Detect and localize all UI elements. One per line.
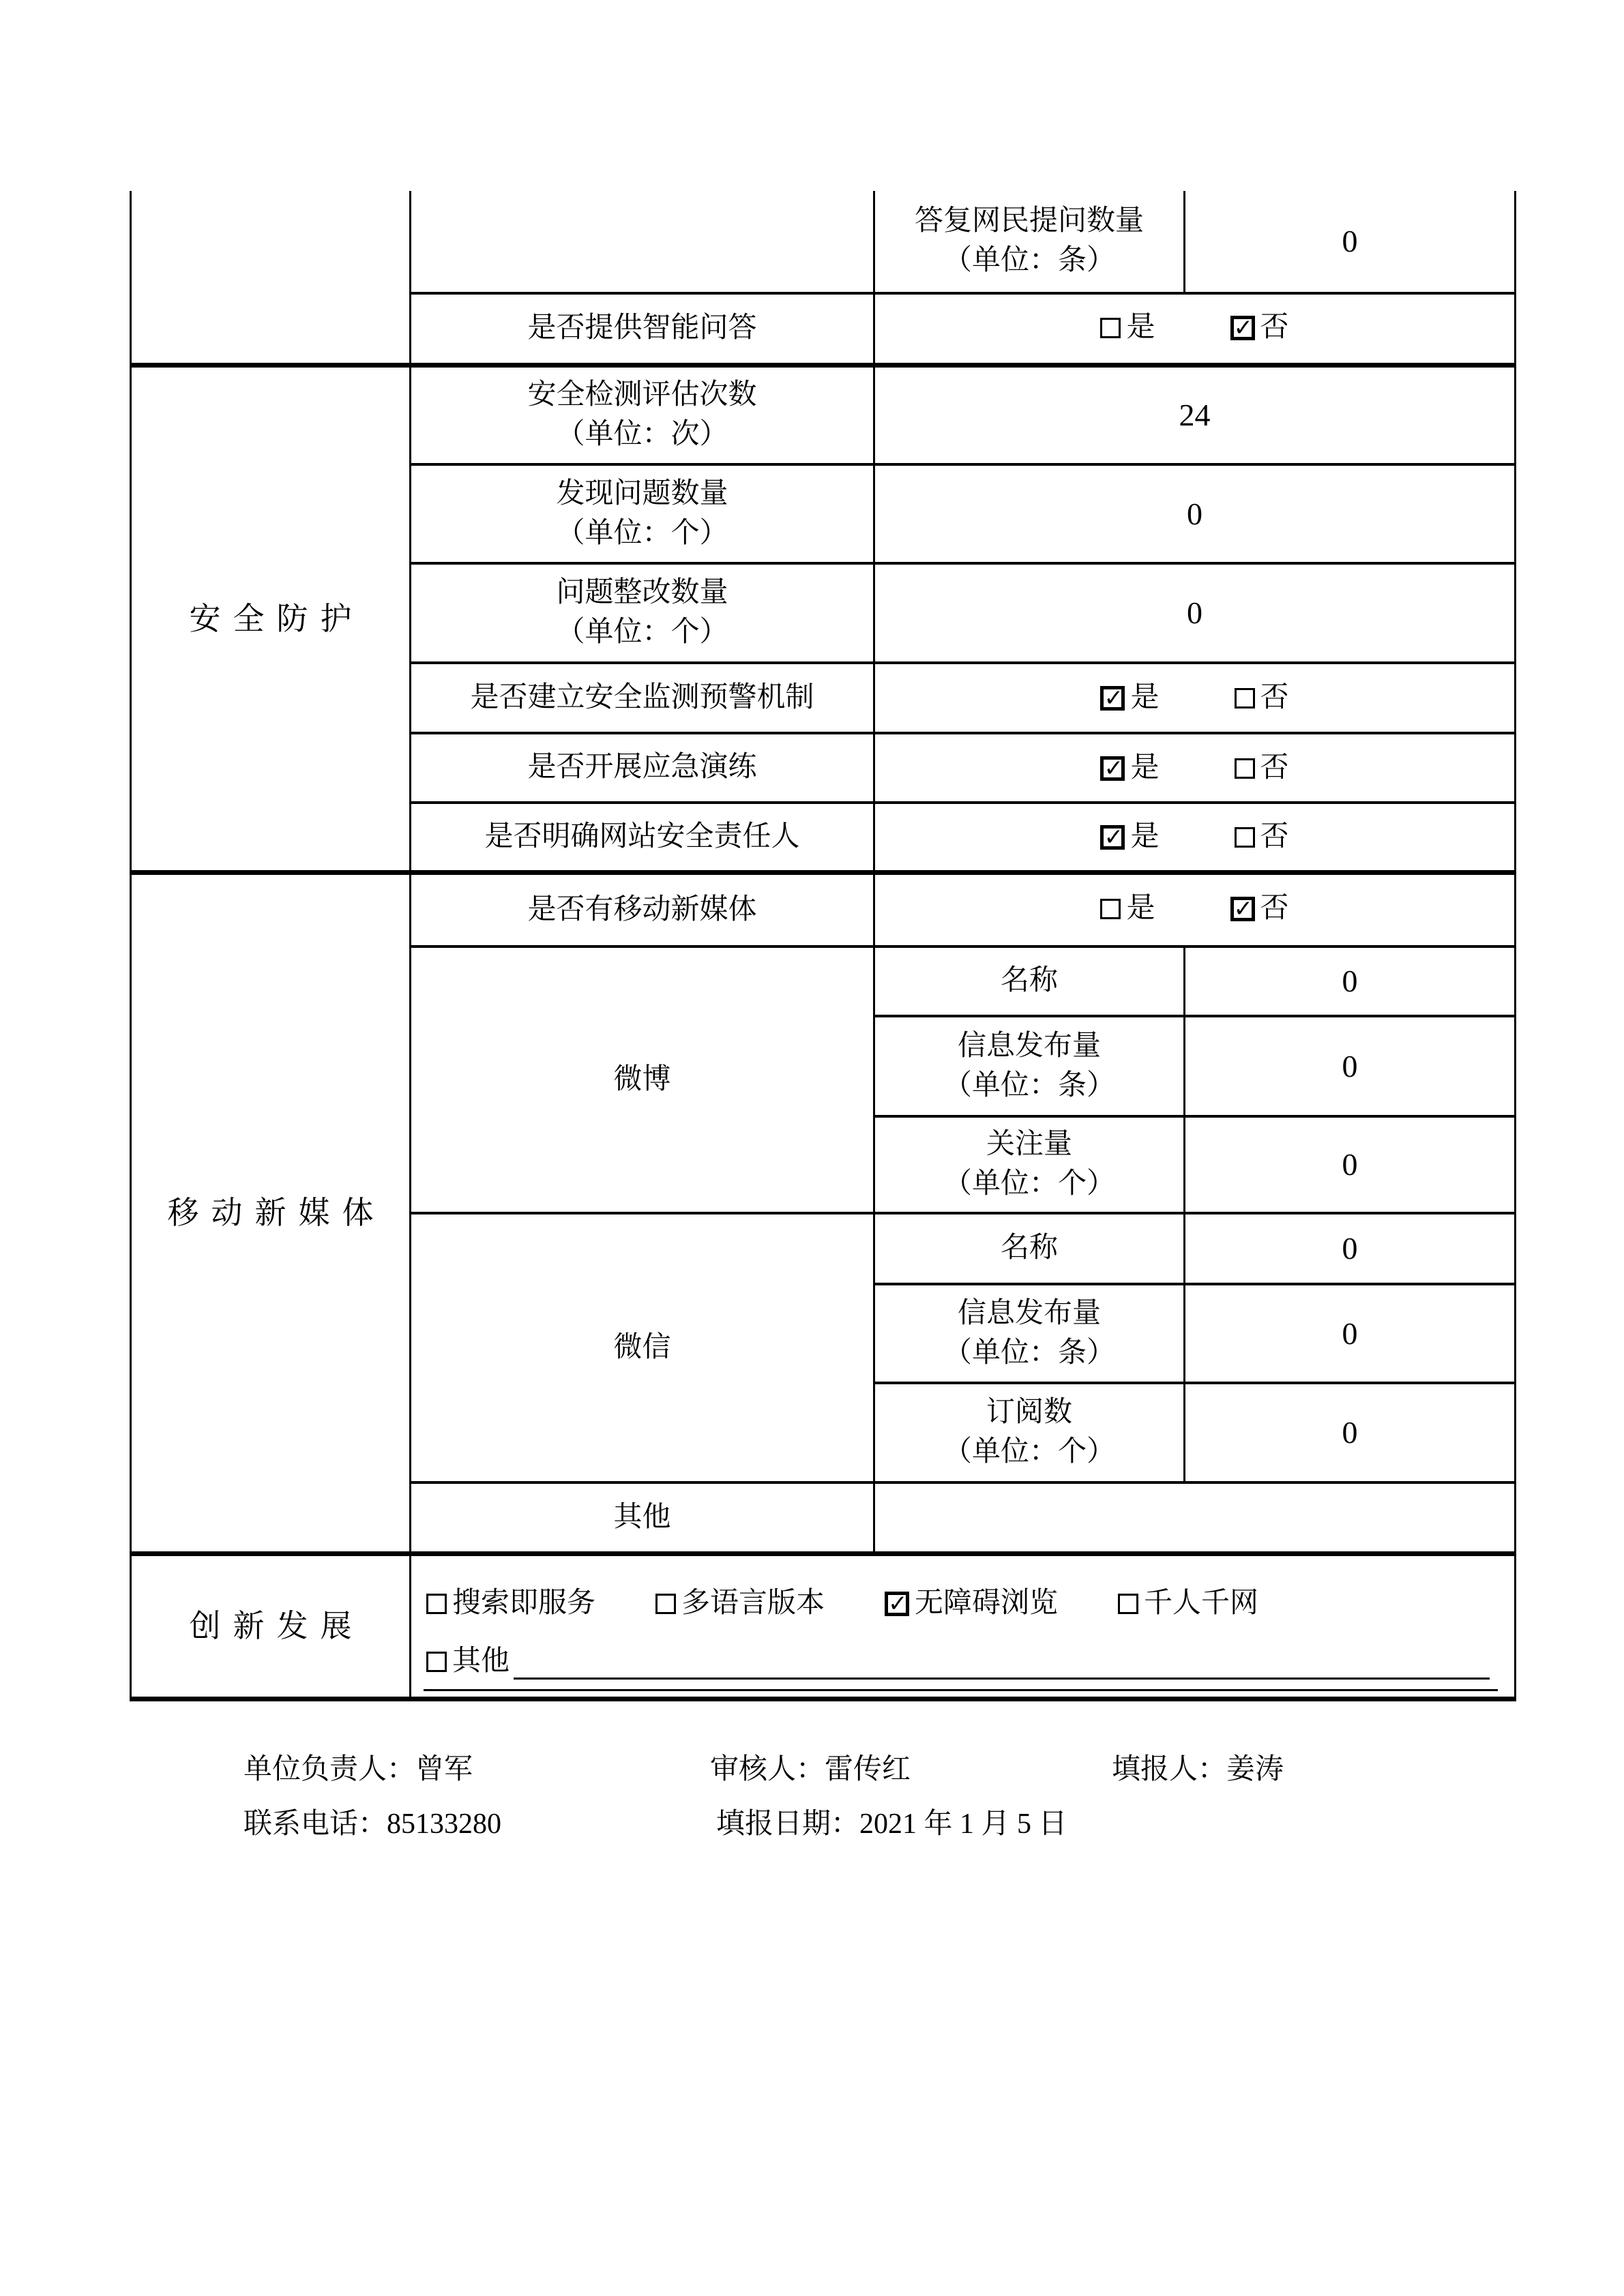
no-label: 否: [1260, 682, 1289, 714]
row-label: 是否提供智能问答: [411, 293, 874, 366]
label-cell: [411, 464, 874, 563]
row-label: 是否开展应急演练: [411, 733, 874, 803]
value-cell: 24: [874, 366, 1516, 465]
checkbox-yes-icon[interactable]: [1100, 318, 1121, 338]
auditor-label: 审核人：: [710, 1754, 825, 1785]
checkbox-yes-icon[interactable]: ✓: [1100, 686, 1125, 711]
checkbox-yes-icon[interactable]: [1100, 899, 1121, 919]
checkbox-icon[interactable]: ✓: [885, 1592, 909, 1616]
row-label-unit: （单位：个）: [943, 1436, 1115, 1467]
checkbox-no-icon[interactable]: [1235, 758, 1255, 779]
unit-manager-value: 曾军: [415, 1754, 473, 1785]
value-cell: 0: [1185, 946, 1516, 1016]
yes-option[interactable]: [1100, 308, 1155, 348]
checkbox-no-icon[interactable]: ✓: [1230, 316, 1255, 340]
checkbox-yes-icon[interactable]: ✓: [1100, 825, 1125, 850]
row-label-unit: （单位：条）: [943, 245, 1115, 276]
option-accessibility[interactable]: [885, 1584, 1058, 1624]
row-label: 问题整改数量: [556, 577, 728, 609]
category-label: 创新发展: [189, 1609, 364, 1644]
checkbox-no-icon[interactable]: [1235, 827, 1255, 848]
checkbox-no-icon[interactable]: [1235, 688, 1255, 709]
contact-phone-label: 联系电话：: [243, 1808, 387, 1840]
row-label: 关注量: [986, 1129, 1072, 1161]
label-cell: [874, 1284, 1185, 1383]
category-cell-mobile: [131, 873, 411, 1554]
contact-phone-value: 85133280: [387, 1808, 502, 1840]
label-cell: [874, 1383, 1185, 1482]
value-cell: [874, 873, 1516, 947]
row-label: 是否明确网站安全责任人: [411, 803, 874, 873]
option-other[interactable]: [426, 1642, 510, 1682]
value-cell: 0: [874, 563, 1516, 663]
checkbox-icon[interactable]: [655, 1594, 676, 1614]
value-cell: [874, 293, 1516, 366]
no-option[interactable]: [1235, 749, 1289, 788]
row-label-unit: （单位：个）: [556, 616, 728, 648]
subcategory-cell-weibo: 微博: [411, 946, 874, 1213]
value-cell: [874, 733, 1516, 803]
option-label: 搜索即服务: [452, 1587, 596, 1620]
option-multilingual[interactable]: [655, 1584, 825, 1624]
yes-label: 是: [1126, 311, 1155, 343]
option-search-as-service[interactable]: [426, 1584, 595, 1624]
row-label-unit: （单位：条）: [943, 1337, 1115, 1369]
yes-label: 是: [1130, 682, 1160, 714]
category-cell-empty: [131, 191, 411, 366]
yes-label: 是: [1130, 751, 1160, 784]
table-row: [131, 1554, 1516, 1699]
row-label: 其他: [411, 1482, 874, 1554]
label-cell: [874, 1116, 1185, 1213]
innovation-other-row: [426, 1644, 1490, 1680]
row-label: 是否有移动新媒体: [411, 873, 874, 947]
row-label-unit: （单位：个）: [556, 517, 728, 549]
value-cell: 0: [1185, 1116, 1516, 1213]
category-label: 安全防护: [189, 601, 364, 636]
category-cell-innovation: [131, 1554, 411, 1699]
row-label: 发现问题数量: [556, 477, 728, 509]
row-label: 订阅数: [986, 1397, 1072, 1429]
label-cell: [411, 366, 874, 465]
checkbox-icon[interactable]: [426, 1652, 447, 1672]
option-personalized[interactable]: [1118, 1584, 1258, 1624]
checkbox-yes-icon[interactable]: ✓: [1100, 756, 1125, 781]
row-label-unit: （单位：个）: [943, 1168, 1115, 1199]
checkbox-icon[interactable]: [426, 1594, 447, 1614]
yes-option[interactable]: [1100, 749, 1159, 788]
no-label: 否: [1260, 751, 1289, 784]
row-label-unit: （单位：次）: [556, 419, 728, 450]
auditor: [710, 1753, 911, 1787]
subitem-cell-empty: [411, 191, 874, 293]
label-cell: [874, 1016, 1185, 1116]
innovation-options-cell: [411, 1554, 1516, 1699]
category-label: 移动新媒体: [167, 1195, 386, 1231]
row-label: 是否建立安全监测预警机制: [411, 663, 874, 733]
unit-manager: [243, 1753, 473, 1787]
no-option[interactable]: [1235, 818, 1289, 857]
value-cell: 0: [874, 464, 1516, 563]
no-option[interactable]: [1230, 308, 1289, 348]
label-cell: [874, 191, 1185, 293]
value-cell: 0: [1185, 1213, 1516, 1284]
no-label: 否: [1260, 821, 1289, 853]
table-row: [131, 191, 1516, 293]
row-label: 名称: [874, 1213, 1185, 1284]
report-date: [716, 1807, 1067, 1841]
table-row: [131, 873, 1516, 947]
unit-manager-label: 单位负责人：: [243, 1754, 416, 1785]
yes-option[interactable]: [1100, 889, 1155, 929]
innovation-option-row: [411, 1573, 1514, 1624]
yes-option[interactable]: [1100, 679, 1159, 718]
filler: [1112, 1753, 1284, 1787]
filler-value: 姜涛: [1226, 1754, 1284, 1785]
row-label: 名称: [874, 946, 1185, 1016]
no-option[interactable]: [1235, 679, 1289, 718]
option-label: 多语言版本: [681, 1587, 825, 1620]
value-cell: [874, 803, 1516, 873]
category-cell-security: [131, 366, 411, 873]
value-cell: 0: [1185, 1016, 1516, 1116]
yes-label: 是: [1126, 893, 1155, 925]
option-label: 千人千网: [1144, 1587, 1259, 1620]
row-label: 信息发布量: [957, 1030, 1101, 1062]
no-label: 否: [1260, 893, 1289, 925]
yes-label: 是: [1130, 821, 1160, 853]
checkbox-icon[interactable]: [1118, 1594, 1138, 1614]
row-label: 答复网民提问数量: [914, 205, 1144, 237]
option-label: 其他: [452, 1645, 510, 1677]
checkbox-no-icon[interactable]: ✓: [1230, 897, 1255, 921]
value-cell: 0: [1185, 191, 1516, 293]
subcategory-cell-wechat: 微信: [411, 1213, 874, 1482]
no-option[interactable]: [1230, 889, 1289, 929]
annual-report-table: [130, 191, 1516, 1701]
value-cell: 0: [1185, 1284, 1516, 1383]
value-cell: [874, 1482, 1516, 1554]
value-cell: 0: [1185, 1383, 1516, 1482]
table-row: [131, 366, 1516, 465]
row-label-unit: （单位：条）: [943, 1069, 1115, 1101]
yes-option[interactable]: [1100, 818, 1159, 857]
report-date-value: 2021 年 1 月 5 日: [859, 1808, 1067, 1840]
no-label: 否: [1260, 311, 1289, 343]
fill-in-blank-line[interactable]: [424, 1689, 1498, 1691]
filler-label: 填报人：: [1112, 1754, 1227, 1785]
row-label: 安全检测评估次数: [527, 379, 757, 411]
contact-phone: [243, 1807, 501, 1841]
other-fill-in-blank[interactable]: [514, 1653, 1490, 1680]
auditor-value: 雷传红: [825, 1754, 911, 1785]
label-cell: [411, 563, 874, 663]
value-cell: [874, 663, 1516, 733]
option-label: 无障碍浏览: [915, 1587, 1059, 1620]
report-date-label: 填报日期：: [716, 1808, 860, 1840]
row-label: 信息发布量: [957, 1297, 1101, 1329]
